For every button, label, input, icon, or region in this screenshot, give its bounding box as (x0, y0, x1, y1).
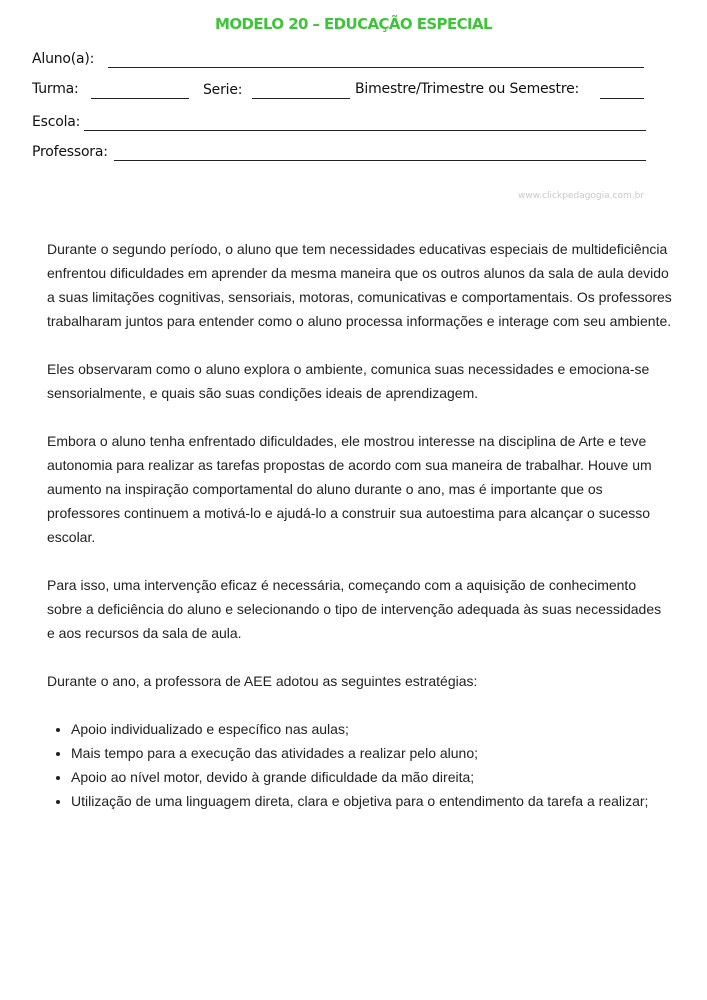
bimestre-blank-line (600, 98, 644, 99)
aluno-label: Aluno(a): (32, 51, 95, 67)
paragraph-4: Para isso, uma intervenção eficaz é necessária, começando com a aquisição de conhecimento sobre a deficiência do aluno e selecionando o tipo de intervenção adequada às suas necessidades e aos recursos da sala de aula. (47, 577, 662, 641)
paragraph-1: Durante o segundo período, o aluno que tem necessidades educativas especiais de multideficiência enfrentou dificuldades em aprender da mesma maneira que os outros alunos da sala de aula devido a suas limitações cognitivas, sensoriais, motoras, comunicativas e comportamentais. Os professores trabalharam juntos para entender como o aluno processa informações e interage com seu ambiente. (47, 241, 672, 329)
watermark-text: www.clickpedagogia.com.br (517, 191, 644, 201)
document-body (47, 237, 672, 813)
escola-label: Escola: (32, 114, 81, 130)
serie-blank-line (252, 98, 350, 99)
list-item: • Apoio individualizado e específico nas aulas; (71, 717, 672, 741)
serie-label: Serie: (203, 82, 243, 98)
paragraph-2: Eles observaram como o aluno explora o ambiente, comunica suas necessidades e emociona-se sensorialmente, e quais são suas condições ideais de aprendizagem. (47, 361, 650, 401)
list-item: • Utilização de uma linguagem direta, clara e objetiva para o entendimento da tarefa a realizar; (71, 789, 672, 813)
aluno-blank-line (108, 67, 644, 68)
strategies-list (47, 717, 672, 813)
paragraph-3: Embora o aluno tenha enfrentado dificuldades, ele mostrou interesse na disciplina de Arte e teve autonomia para realizar as tarefas propostas de acordo com sua maneira de trabalhar. Houve um aumento na inspiração comportamental do aluno durante o ano, mas é importante que os professores continuem a motivá-lo e ajudá-lo a construir sua autoestima para alcançar o sucesso escolar. (47, 433, 652, 545)
professora-blank-line (114, 160, 646, 161)
document-title: MODELO 20 – EDUCAÇÃO ESPECIAL (215, 15, 492, 33)
list-item: • Mais tempo para a execução das atividades a realizar pelo aluno; (71, 741, 672, 765)
paragraph-5: Durante o ano, a professora de AEE adotou as seguintes estratégias: (47, 673, 478, 689)
escola-blank-line (84, 130, 646, 131)
bimestre-label: Bimestre/Trimestre ou Semestre: (355, 81, 579, 97)
turma-blank-line (91, 98, 189, 99)
professora-label: Professora: (32, 144, 108, 160)
list-item: • Apoio ao nível motor, devido à grande dificuldade da mão direita; (71, 765, 672, 789)
turma-label: Turma: (32, 81, 79, 97)
